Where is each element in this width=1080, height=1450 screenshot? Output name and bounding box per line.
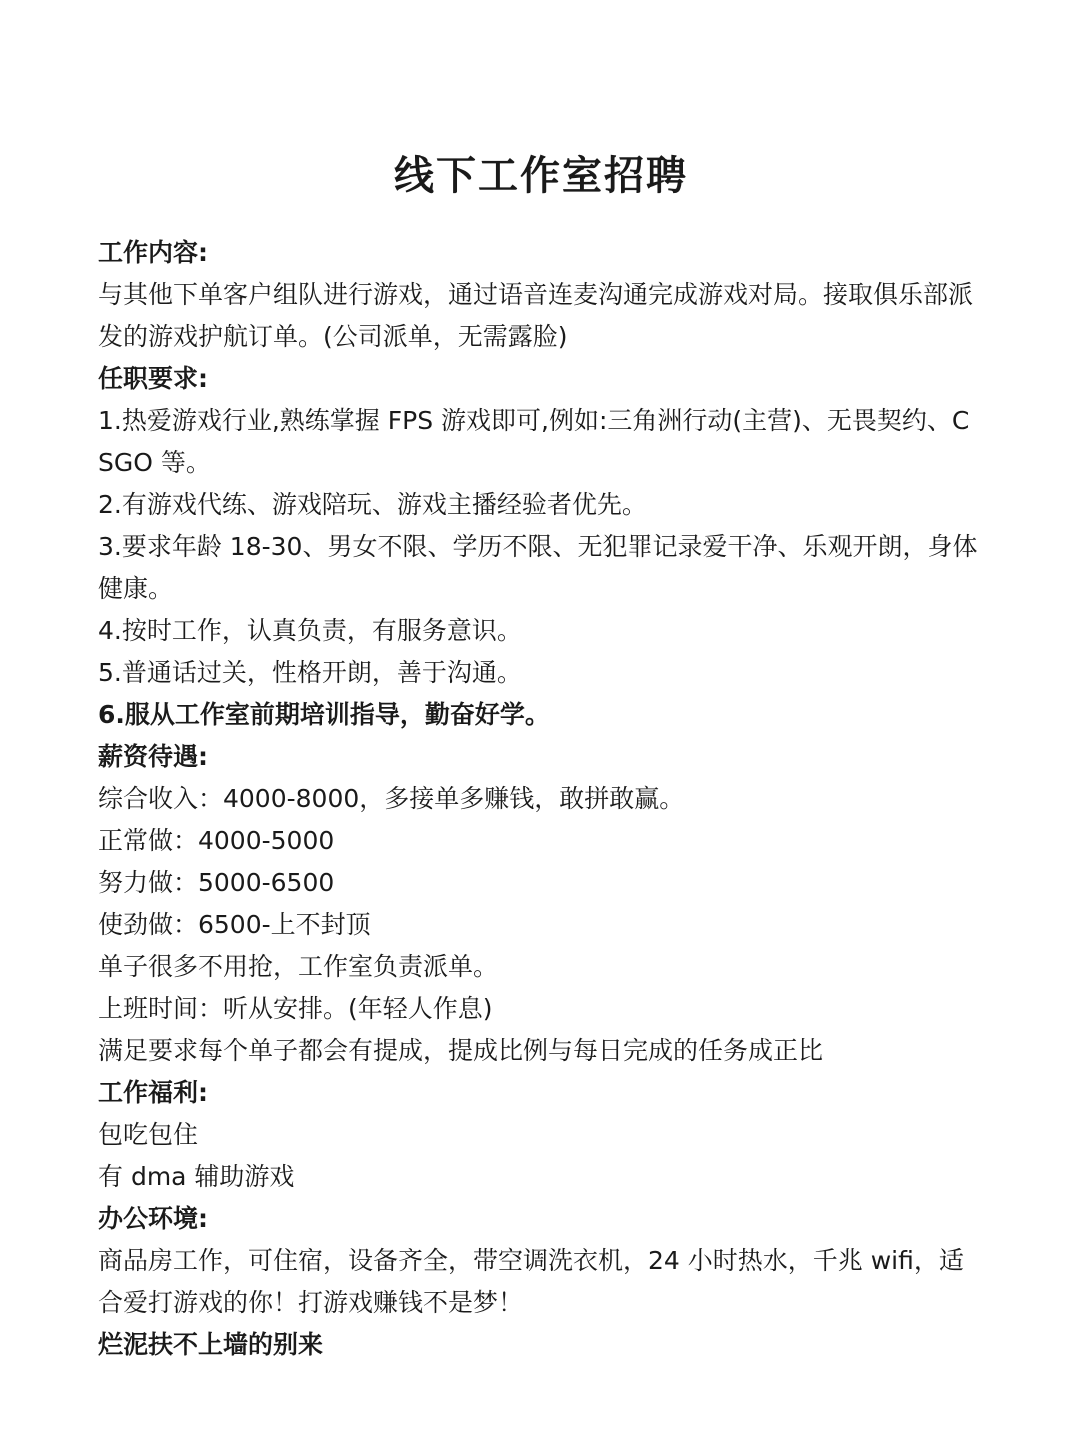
salary-item: 综合收入：4000-8000，多接单多赚钱，敢拼敢赢。 <box>98 784 685 813</box>
requirement-item: 1.热爱游戏行业,熟练掌握 FPS 游戏即可,例如:三角洲行动(主营)、无畏契约、CSGO 等。 <box>98 406 970 477</box>
salary-item: 努力做：5000-6500 <box>98 868 335 897</box>
section-heading-job-content: 工作内容: <box>98 238 208 267</box>
benefit-item: 有 dma 辅助游戏 <box>98 1162 295 1191</box>
section-heading-salary: 薪资待遇: <box>98 742 208 771</box>
section-heading-requirements: 任职要求: <box>98 364 208 393</box>
section-heading-environment: 办公环境: <box>98 1204 208 1233</box>
benefit-item: 包吃包住 <box>98 1120 199 1149</box>
job-content-text: 与其他下单客户组队进行游戏，通过语音连麦沟通完成游戏对局。接取俱乐部派发的游戏护航订单。(公司派单，无需露脸) <box>98 280 974 351</box>
salary-item: 上班时间：听从安排。(年轻人作息) <box>98 994 493 1023</box>
salary-item: 单子很多不用抢，工作室负责派单。 <box>98 952 499 981</box>
closing-statement: 烂泥扶不上墙的别来 <box>98 1330 324 1359</box>
requirement-item-emphasized: 6.服从工作室前期培训指导，勤奋好学。 <box>98 700 550 729</box>
section-heading-benefits: 工作福利: <box>98 1078 208 1107</box>
requirement-item: 3.要求年龄 18-30、男女不限、学历不限、无犯罪记录爱干净、乐观开朗，身体健康。 <box>98 532 978 603</box>
environment-text: 商品房工作，可住宿，设备齐全，带空调洗衣机，24 小时热水，千兆 wifi，适合爱打游戏的你！打游戏赚钱不是梦！ <box>98 1246 964 1317</box>
requirement-item: 4.按时工作，认真负责，有服务意识。 <box>98 616 522 645</box>
requirement-item: 5.普通话过关，性格开朗，善于沟通。 <box>98 658 522 687</box>
page-title: 线下工作室招聘 <box>394 153 688 199</box>
requirement-item: 2.有游戏代练、游戏陪玩、游戏主播经验者优先。 <box>98 490 647 519</box>
salary-item: 满足要求每个单子都会有提成，提成比例与每日完成的任务成正比 <box>98 1036 824 1065</box>
salary-item: 使劲做：6500-上不封顶 <box>98 910 371 939</box>
salary-item: 正常做：4000-5000 <box>98 826 335 855</box>
